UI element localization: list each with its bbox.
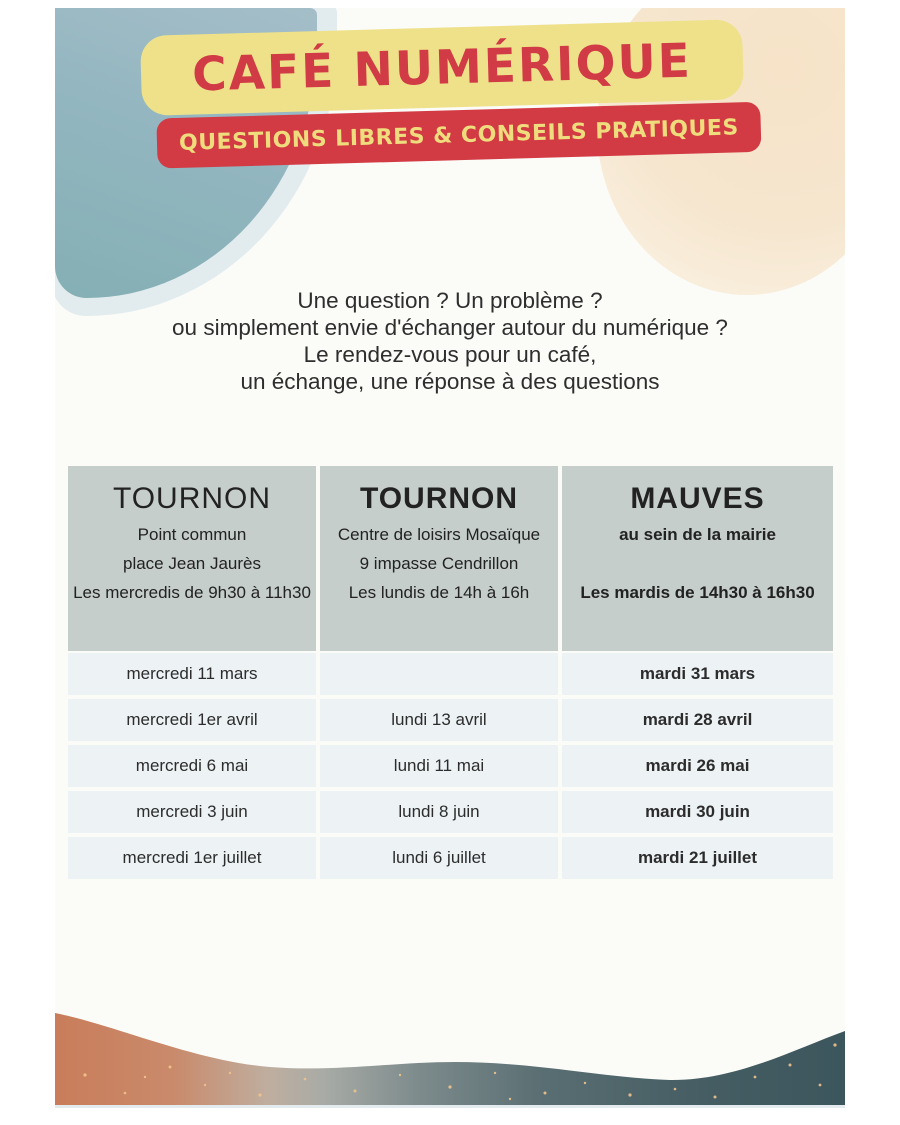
- table-row: [68, 745, 833, 787]
- date-cell: mercredi 3 juin: [68, 791, 316, 833]
- date-cell: mardi 28 avril: [562, 699, 833, 741]
- date-cell: lundi 11 mai: [320, 745, 558, 787]
- intro-line-2: ou simplement envie d'échanger autour du numérique ?: [172, 315, 728, 340]
- header-cell-tournon-2: [320, 466, 558, 651]
- page-subtitle: QUESTIONS LIBRES & CONSEILS PRATIQUES: [178, 114, 740, 156]
- date-cell: lundi 13 avril: [320, 699, 558, 741]
- date-cell: mercredi 6 mai: [68, 745, 316, 787]
- city-name: TOURNON: [359, 482, 519, 515]
- address: 9 impasse Cendrillon: [359, 554, 519, 573]
- date-cell: mardi 26 mai: [562, 745, 833, 787]
- venue: Point commun: [137, 525, 247, 544]
- title-badge: [140, 19, 744, 116]
- date-cell: mercredi 1er avril: [68, 699, 316, 741]
- date-cell: lundi 6 juillet: [320, 837, 558, 879]
- intro-line-3: Le rendez-vous pour un café,: [303, 342, 597, 367]
- table-row: [68, 837, 833, 879]
- date-cell: mardi 21 juillet: [562, 837, 833, 879]
- venue: au sein de la mairie: [619, 525, 776, 544]
- page-title: CAFÉ NUMÉRIQUE: [191, 33, 693, 103]
- address: [562, 549, 833, 578]
- header-cell-tournon-1: [68, 466, 316, 651]
- hours: Les lundis de 14h à 16h: [348, 583, 530, 602]
- schedule-header-row: [68, 466, 833, 651]
- hours: Les mercredis de 9h30 à 11h30: [73, 583, 311, 602]
- intro-line-4: un échange, une réponse à des questions: [240, 369, 660, 394]
- schedule-table: [68, 466, 833, 883]
- date-cell: lundi 8 juin: [320, 791, 558, 833]
- date-cell: mardi 30 juin: [562, 791, 833, 833]
- bottom-wave-decoration: [55, 1005, 845, 1105]
- date-cell: mercredi 1er juillet: [68, 837, 316, 879]
- venue: Centre de loisirs Mosaïque: [337, 525, 541, 544]
- city-name: MAUVES: [630, 482, 765, 515]
- date-cell: mercredi 11 mars: [68, 653, 316, 695]
- hours: Les mardis de 14h30 à 16h30: [580, 583, 815, 602]
- date-cell: [320, 653, 558, 695]
- intro-line-1: Une question ? Un problème ?: [297, 288, 603, 313]
- title-block: [140, 19, 761, 169]
- table-row: [68, 653, 833, 695]
- header-cell-mauves: [562, 466, 833, 651]
- date-cell: mardi 31 mars: [562, 653, 833, 695]
- table-row: [68, 791, 833, 833]
- city-name: TOURNON: [112, 482, 272, 515]
- intro-text: [55, 287, 845, 395]
- address: place Jean Jaurès: [123, 554, 261, 573]
- table-row: [68, 699, 833, 741]
- schedule-rows: [68, 653, 833, 879]
- page-edge-strip: [55, 1105, 845, 1108]
- flyer-page: [55, 8, 845, 1108]
